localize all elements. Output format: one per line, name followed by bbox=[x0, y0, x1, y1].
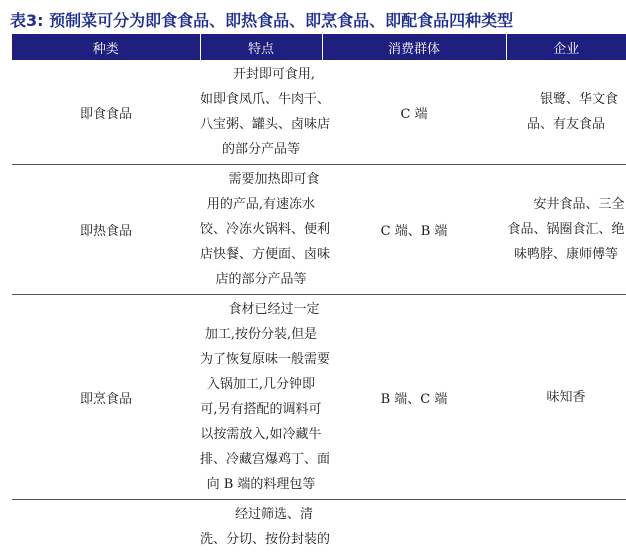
cell-type: 即烹食品 bbox=[12, 295, 200, 500]
company-line: 食品、锅圈食汇、绝 bbox=[507, 222, 625, 237]
feature-line: 入锅加工,几分钟即 bbox=[206, 377, 316, 392]
header-companies: 企业 bbox=[506, 34, 626, 60]
feature-line: 店快餐、方便面、卤味 bbox=[200, 247, 331, 262]
header-consumers: 消费群体 bbox=[322, 34, 506, 60]
cell-consumers: C 端、B 端 bbox=[322, 165, 506, 295]
feature-line: 如即食凤爪、牛肉干、 bbox=[200, 92, 331, 107]
cell-companies bbox=[506, 60, 626, 165]
feature-line: 排、冷藏宫爆鸡丁、面 bbox=[200, 452, 331, 467]
table-row bbox=[12, 165, 626, 295]
feature-line: 经过筛选、清 bbox=[234, 507, 313, 522]
company-line: 品、有友食品 bbox=[526, 117, 605, 132]
feature-line: 食材已经过一定 bbox=[228, 302, 320, 317]
feature-line: 洗、分切、按份封装的 bbox=[200, 532, 331, 547]
header-features: 特点 bbox=[200, 34, 322, 60]
table-header-row bbox=[12, 34, 626, 60]
cell-consumers: C 端 bbox=[322, 60, 506, 165]
feature-line: 以按需放入,如冷藏牛 bbox=[200, 427, 322, 442]
header-type: 种类 bbox=[12, 34, 200, 60]
cell-type bbox=[12, 500, 200, 560]
company-line: 安井食品、三全 bbox=[533, 197, 625, 212]
feature-line: 需要加热即可食 bbox=[228, 172, 320, 187]
cell-features bbox=[200, 165, 331, 295]
feature-line: 可,另有搭配的调料可 bbox=[200, 402, 322, 417]
feature-line: 开封即可食用, bbox=[232, 67, 316, 82]
company-line: 味鸭脖、康师傅等 bbox=[513, 247, 618, 262]
product-type-table bbox=[12, 34, 626, 560]
table-row bbox=[12, 295, 626, 500]
company-line: 银鹭、华文食 bbox=[539, 92, 618, 107]
table-row bbox=[12, 500, 626, 560]
feature-line: 饺、冷冻火锅料、便利 bbox=[200, 222, 331, 237]
cell-type: 即食食品 bbox=[12, 60, 200, 165]
feature-line: 八宝粥、罐头、卤味店 bbox=[200, 117, 331, 132]
cell-features bbox=[200, 295, 331, 500]
cell-features bbox=[200, 60, 331, 165]
cell-companies bbox=[506, 295, 626, 500]
feature-line: 的部分产品等 bbox=[221, 142, 300, 157]
cell-companies bbox=[506, 500, 626, 560]
cell-companies bbox=[506, 165, 626, 295]
feature-line: 店的部分产品等 bbox=[215, 272, 307, 287]
company-line: 味知香 bbox=[546, 389, 586, 405]
table-row bbox=[12, 60, 626, 165]
cell-consumers: B 端、C 端 bbox=[322, 295, 506, 500]
cell-consumers bbox=[322, 500, 506, 560]
cell-features bbox=[200, 500, 331, 560]
table-title: 表3: 预制菜可分为即食食品、即热食品、即烹食品、即配食品四种类型 bbox=[10, 11, 514, 30]
feature-line: 为了恢复原味一般需要 bbox=[200, 352, 331, 367]
feature-line: 用的产品,有速冻水 bbox=[206, 197, 316, 212]
feature-line: 加工,按份分装,但是 bbox=[204, 327, 318, 342]
feature-line: 向 B 端的料理包等 bbox=[206, 477, 316, 492]
cell-type: 即热食品 bbox=[12, 165, 200, 295]
